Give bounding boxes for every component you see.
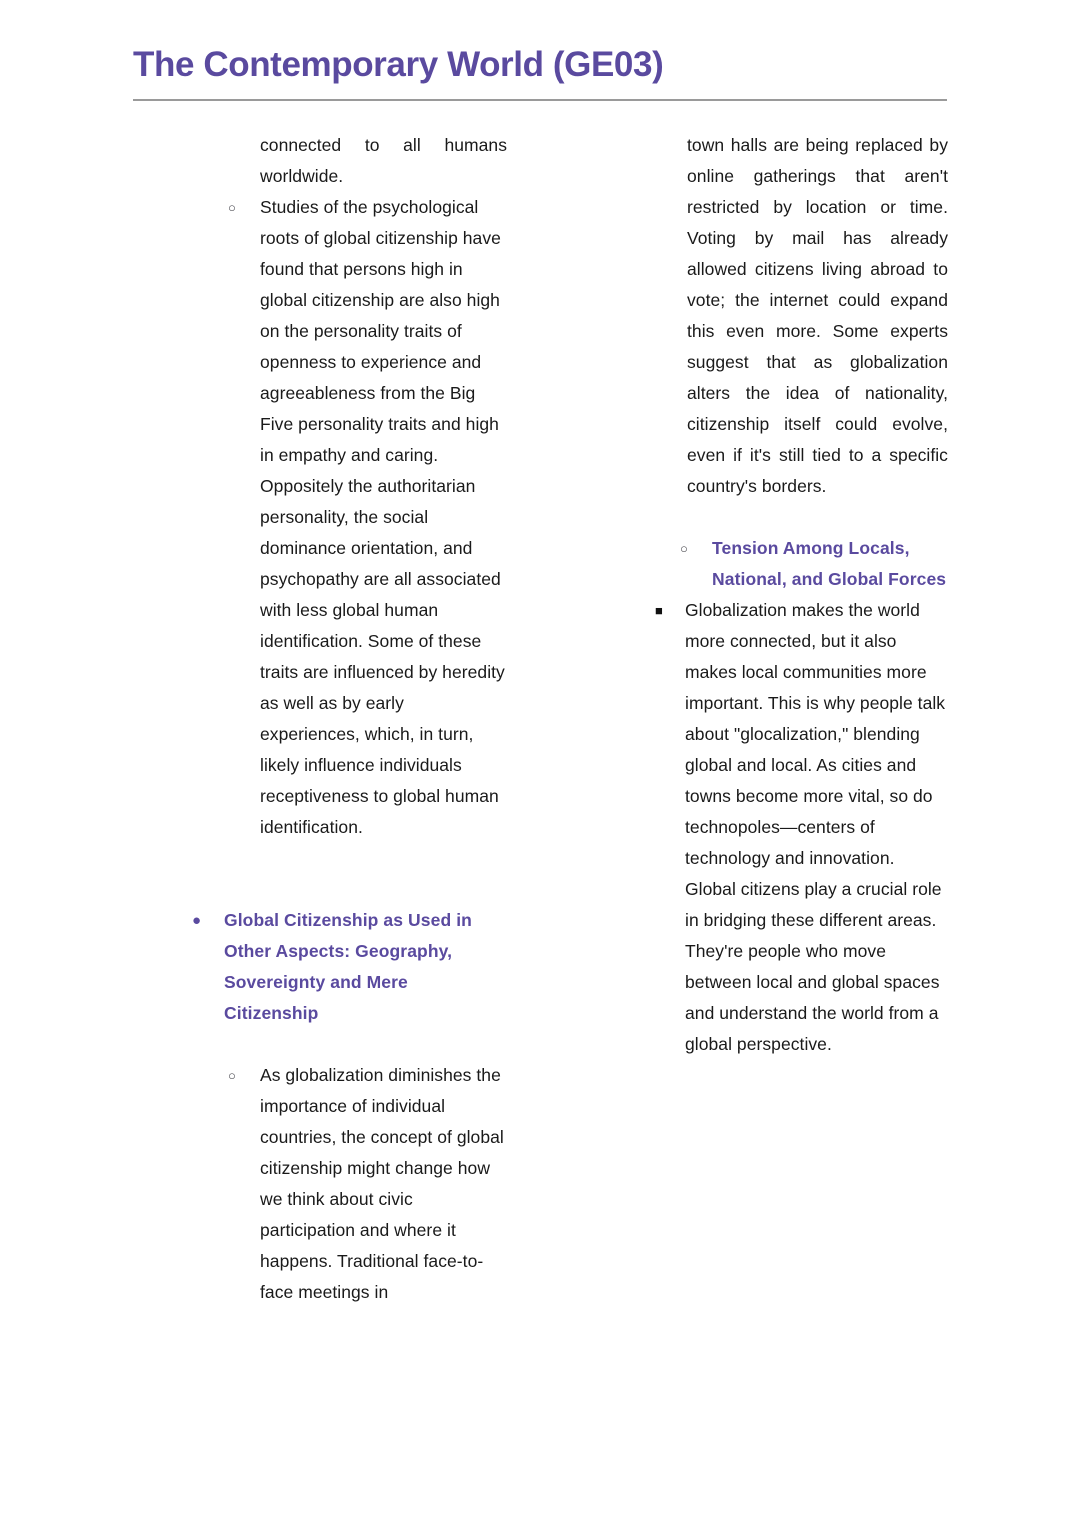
list-item-heading-other-aspects bbox=[192, 905, 507, 1060]
list-item-civic-participation bbox=[228, 1060, 507, 1339]
circle-filled-bullet-icon: ● bbox=[192, 912, 202, 929]
list-item-text: Studies of the psychological roots of global citizenship have found that persons high in global citizenship are also high on the personality traits of openness to experience and agreeableness from the Big Five personality traits and high in empathy and caring. Oppositely the authoritarian personality, the social dominance orientation, and psychopathy are all associated with less global human identification. Some of these traits are influenced by heredity as well as by early experiences, which, in turn, likely influence individuals receptiveness to global human identification. bbox=[260, 197, 505, 837]
square-filled-bullet-icon: ■ bbox=[655, 603, 663, 618]
list-item-text: Globalization makes the world more connected, but it also makes local communities more important. This is why people talk about "glocalization," blending global and local. As cities and towns become more vital, so do technopoles—centers of technology and innovation. Global citizens play a crucial role in bridging these different areas. They're people who move between local and global spaces and understand the world from a global perspective. bbox=[685, 600, 946, 1054]
page-title: The Contemporary World (GE03) bbox=[133, 45, 664, 84]
list-item-psychological-roots bbox=[228, 192, 507, 874]
block-spacer bbox=[585, 502, 948, 533]
circle-hollow-bullet-icon: ○ bbox=[228, 200, 236, 215]
section-heading-text: Tension Among Locals, National, and Global Forces bbox=[712, 538, 947, 589]
circle-hollow-bullet-icon: ○ bbox=[228, 1068, 236, 1083]
two-column-body bbox=[0, 130, 1080, 1339]
right-column bbox=[540, 130, 1080, 1339]
left-column bbox=[0, 130, 540, 1339]
header-divider bbox=[133, 99, 947, 101]
list-item-glocalization bbox=[655, 595, 948, 1091]
block-spacer bbox=[133, 874, 507, 905]
right-continuation-paragraph: town halls are being replaced by online gatherings that aren't restricted by location or time. Voting by mail has already allowed citizens living abroad to vote; the internet could expand this even more. Some experts suggest that as globalization alters the idea of nationality, citizenship itself could evolve, even if it's still tied to a specific country's borders. bbox=[687, 135, 948, 496]
list-item-text: As globalization diminishes the importance of individual countries, the concept of global citizenship might change how we think about civic participation and where it happens. Traditional face-to-face meetings in bbox=[260, 1065, 504, 1302]
document-header bbox=[133, 44, 947, 101]
circle-hollow-bullet-icon: ○ bbox=[680, 541, 688, 556]
left-continuation-paragraph: connected to all humans worldwide. bbox=[260, 135, 507, 186]
section-heading-text: Global Citizenship as Used in Other Aspects: Geography, Sovereignty and Mere Citizenship bbox=[224, 910, 472, 1023]
list-item-heading-tension bbox=[680, 533, 948, 595]
